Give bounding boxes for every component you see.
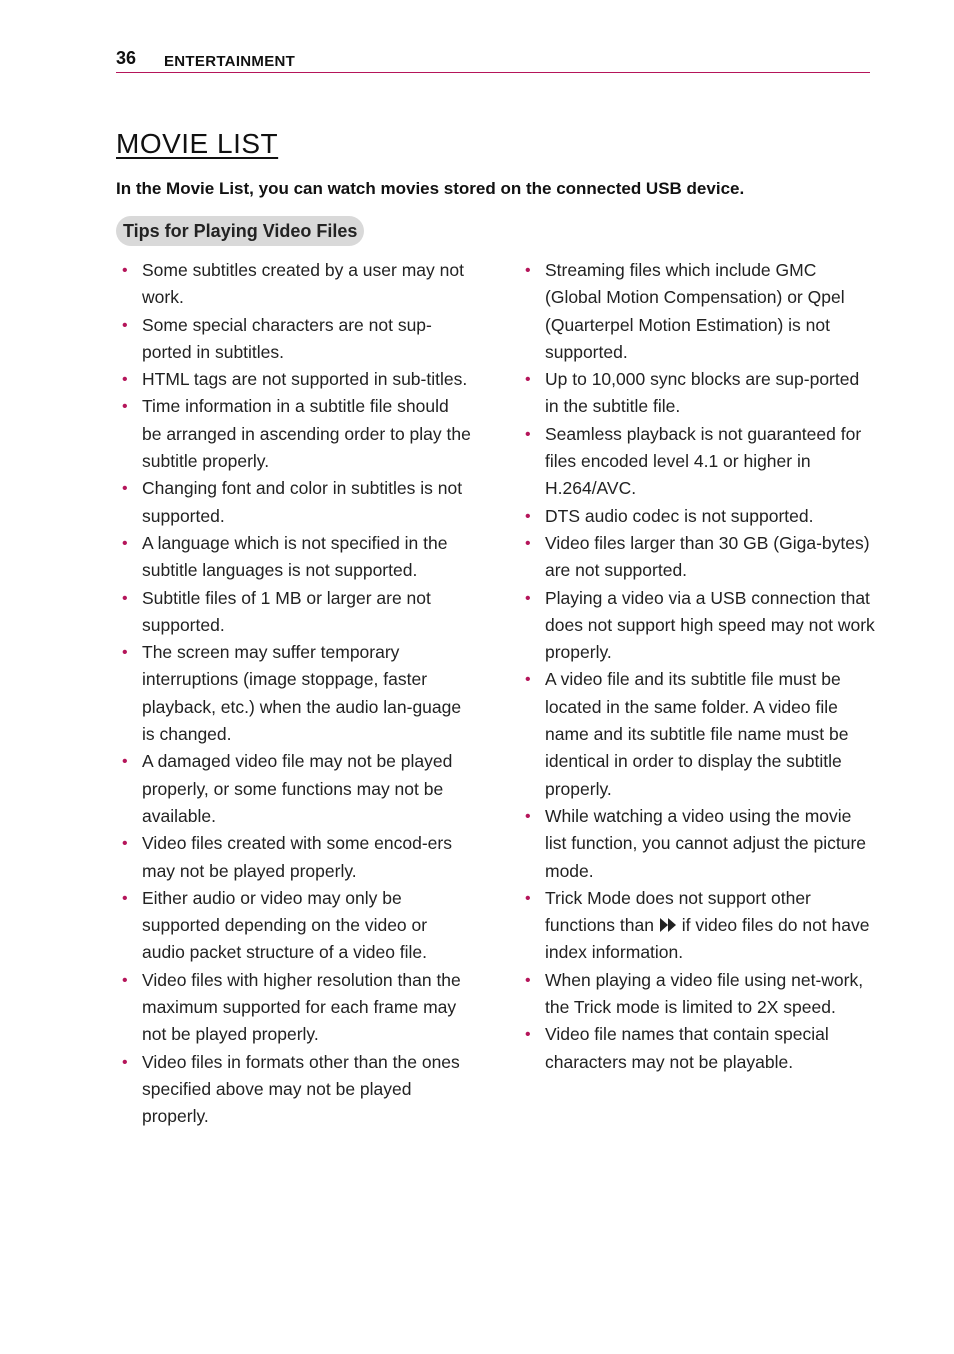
list-item — [120, 366, 472, 393]
list-item — [523, 530, 875, 585]
list-item-text: While watching a video using the movie list function, you cannot adjust the picture mode. — [545, 805, 867, 881]
list-item-text: Seamless playback is not guaranteed for files encoded level 4.1 or higher in H.264/AVC. — [545, 423, 862, 499]
bullet-icon: • — [525, 971, 531, 989]
bullet-icon: • — [122, 835, 128, 853]
list-item — [523, 585, 875, 667]
list-item-text: Video files larger than 30 GB (Giga-bytes) are not supported. — [545, 532, 870, 581]
list-item-text: A video file and its subtitle file must be located in the same folder. A video file name and its subtitle file name must be identical in order to display the subtitle properly. — [545, 669, 849, 799]
list-item — [523, 1021, 875, 1076]
bullet-icon: • — [122, 316, 128, 334]
tips-heading: Tips for Playing Video Files — [116, 216, 364, 246]
trick-mode-text-after: if video files do not have index information. — [545, 915, 870, 963]
list-item — [523, 967, 875, 1022]
trick-mode-text-before: Trick Mode does not support other functions than — [545, 887, 811, 936]
list-item-text: Time information in a subtitle file should be arranged in ascending order to play the subtitle properly. — [142, 396, 471, 472]
list-item-text: Some special characters are not sup-ported in subtitles. — [142, 314, 432, 362]
fast-forward-icon — [659, 918, 677, 932]
bullet-icon: • — [525, 589, 531, 607]
list-item-text: Video files in formats other than the ones specified above may not be played properly. — [142, 1051, 460, 1127]
bullet-icon: • — [122, 589, 128, 607]
list-item — [120, 967, 472, 1049]
list-item-text: Some subtitles created by a user may not work. — [142, 260, 464, 308]
list-item-text: The screen may suffer temporary interruptions (image stoppage, faster playback, etc.) when the audio lan-guage is changed. — [142, 642, 462, 745]
bullet-icon: • — [525, 671, 531, 689]
section-label: ENTERTAINMENT — [164, 53, 296, 70]
list-item-text: Video files created with some encod-ers may not be played properly. — [142, 833, 452, 881]
list-item — [523, 366, 875, 421]
list-item — [120, 639, 472, 748]
list-item — [120, 530, 472, 585]
page-title: MOVIE LIST — [116, 128, 279, 159]
list-item-text: Either audio or video may only be supported depending on the video or audio packet structure of a video file. — [142, 887, 428, 963]
list-item — [120, 393, 472, 475]
list-item — [120, 475, 472, 530]
bullet-icon: • — [122, 1053, 128, 1071]
bullet-icon: • — [122, 644, 128, 662]
bullet-icon: • — [525, 1026, 531, 1044]
list-item — [523, 803, 875, 885]
list-item-text: Playing a video via a USB connection that does not support high speed may not work properly. — [545, 587, 875, 663]
list-item — [523, 503, 875, 530]
list-item — [523, 666, 875, 802]
bullet-icon: • — [525, 507, 531, 525]
list-item — [120, 748, 472, 830]
list-item-text: A damaged video file may not be played properly, or some functions may not be available. — [142, 751, 453, 826]
list-item-text: Streaming files which include GMC (Global Motion Compensation) or Qpel (Quarterpel Motion Estimation) is not supported. — [545, 260, 845, 362]
bullet-icon: • — [525, 425, 531, 443]
list-item-text: DTS audio codec is not supported. — [545, 505, 814, 526]
left-tips-list — [120, 257, 472, 1131]
bullet-icon: • — [122, 480, 128, 498]
bullet-icon: • — [525, 262, 531, 279]
bullet-icon: • — [122, 534, 128, 552]
bullet-icon: • — [122, 889, 128, 907]
list-item-text: Up to 10,000 sync blocks are sup-ported in the subtitle file. — [545, 369, 860, 417]
list-item — [120, 885, 472, 967]
list-item-text: Subtitle files of 1 MB or larger are not supported. — [142, 587, 431, 635]
list-item — [120, 1049, 472, 1131]
bullet-icon: • — [525, 534, 531, 552]
list-item-text: Video file names that contain special characters may not be playable. — [545, 1024, 829, 1072]
list-item-text: When playing a video file using net-work, the Trick mode is limited to 2X speed. — [545, 969, 864, 1018]
list-item — [523, 421, 875, 503]
bullet-icon: • — [122, 753, 128, 771]
list-item-trick-mode — [523, 885, 875, 967]
list-item — [120, 830, 472, 885]
list-item-text: Changing font and color in subtitles is not supported. — [142, 478, 463, 526]
bullet-icon: • — [122, 398, 128, 416]
list-item-text: Video files with higher resolution than the maximum supported for each frame may not be played properly. — [142, 969, 461, 1045]
intro-text: In the Movie List, you can watch movies stored on the connected USB device. — [116, 179, 745, 198]
right-tips-list — [523, 257, 875, 1076]
page-number: 36 — [116, 48, 137, 68]
list-item — [120, 585, 472, 640]
list-item-text: HTML tags are not supported in sub-titles. — [142, 369, 468, 390]
bullet-icon: • — [122, 262, 128, 279]
bullet-icon: • — [525, 371, 531, 389]
bullet-icon: • — [122, 971, 128, 989]
bullet-icon: • — [525, 889, 531, 907]
list-item-text: A language which is not specified in the subtitle languages is not supported. — [142, 532, 448, 581]
list-item — [120, 312, 472, 367]
bullet-icon: • — [525, 807, 531, 825]
list-item — [523, 257, 875, 366]
page-header — [116, 48, 870, 73]
list-item — [120, 257, 472, 312]
bullet-icon: • — [122, 371, 128, 389]
